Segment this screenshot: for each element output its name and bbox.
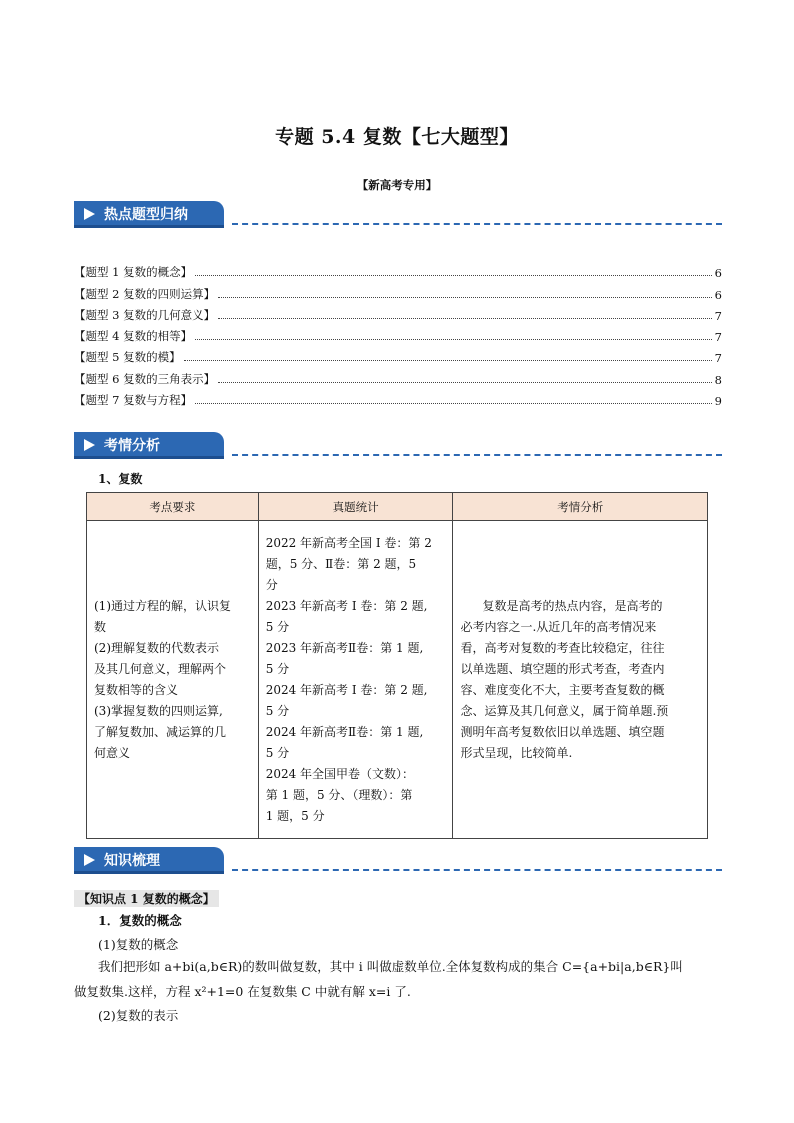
knowledge-paragraph-line: 做复数集.这样，方程 x²+1=0 在复数集 C 中就有解 x=i 了. xyxy=(74,984,411,999)
section-divider xyxy=(232,869,722,871)
knowledge-subheading: (2)复数的表示 xyxy=(98,1008,179,1023)
table-header-row xyxy=(87,493,708,521)
section-title: 热点题型归纳 xyxy=(104,207,188,223)
knowledge-heading: 1．复数的概念 xyxy=(98,913,182,928)
section-header-knowledge xyxy=(74,847,724,873)
requirements-cell: (1)通过方程的解，认识复 数 (2)理解复数的代数表示 及其几何意义，理解两个 复数相等的含义 (3)掌握复数的四则运算, 了解复数加、减运算的几 何意义 xyxy=(87,521,259,839)
table-row xyxy=(87,521,708,839)
section-title: 考情分析 xyxy=(104,438,160,454)
toc-item[interactable]: 【题型 2 复数的四则运算】 6 xyxy=(74,286,722,302)
table-of-contents xyxy=(74,259,722,408)
exam-subheading: 1、复数 xyxy=(98,472,143,486)
column-header: 考点要求 xyxy=(87,493,259,521)
play-arrow-icon xyxy=(84,208,95,220)
document-subtitle: 【新高考专用】 xyxy=(356,178,438,192)
analysis-cell: 复数是高考的热点内容，是高考的 必考内容之一.从近几年的高考情况来 看，高考对复数的考查比较稳定，往往 以单选题、填空题的形式考查，考查内 容、难度变化不大，主要考查复数的概 念、运算及其几何意义，属于简单题.预 测明年高考复数依旧以单选题、填空题 形式呈现，比较简单. xyxy=(453,521,708,839)
exam-analysis-table xyxy=(86,492,708,839)
knowledge-subheading: (1)复数的概念 xyxy=(98,937,179,952)
statistics-cell: 2022 年新高考全国 I 卷：第 2 题，5 分、Ⅱ卷：第 2 题，5 分 2023 年新高考 I 卷：第 2 题, 5 分 2023 年新高考Ⅱ卷：第 1 题, 5 分 2024 年新高考 I 卷：第 2 题, 5 分 2024 年新高考Ⅱ卷：第 1 题, 5 分 2024 年全国甲卷（文数）： 第 1 题，5 分、（理数）：第 1 题，5 分 xyxy=(258,521,453,839)
play-arrow-icon xyxy=(84,439,95,451)
play-arrow-icon xyxy=(84,854,95,866)
toc-item[interactable]: 【题型 1 复数的概念】 6 xyxy=(74,265,722,281)
toc-item[interactable]: 【题型 3 复数的几何意义】 7 xyxy=(74,307,722,323)
knowledge-paragraph-line: 我们把形如 a+bi(a,b∈R)的数叫做复数，其中 i 叫做虚数单位.全体复数构成的集合 C={a+bi|a,b∈R}叫 xyxy=(98,959,683,974)
column-header: 考情分析 xyxy=(453,493,708,521)
section-title: 知识梳理 xyxy=(104,853,160,869)
section-header-exam-analysis xyxy=(74,432,724,458)
knowledge-point-label: 【知识点 1 复数的概念】 xyxy=(74,890,219,907)
section-header-hot-types xyxy=(74,201,724,227)
document-title: 专题 5.4 复数【七大题型】 xyxy=(275,126,519,148)
section-divider xyxy=(232,223,722,225)
toc-item[interactable]: 【题型 6 复数的三角表示】 8 xyxy=(74,371,722,387)
section-divider xyxy=(232,454,722,456)
toc-item[interactable]: 【题型 7 复数与方程】 9 xyxy=(74,393,722,409)
column-header: 真题统计 xyxy=(258,493,453,521)
toc-item[interactable]: 【题型 4 复数的相等】 7 xyxy=(74,329,722,345)
toc-item[interactable]: 【题型 5 复数的模】 7 xyxy=(74,350,722,366)
